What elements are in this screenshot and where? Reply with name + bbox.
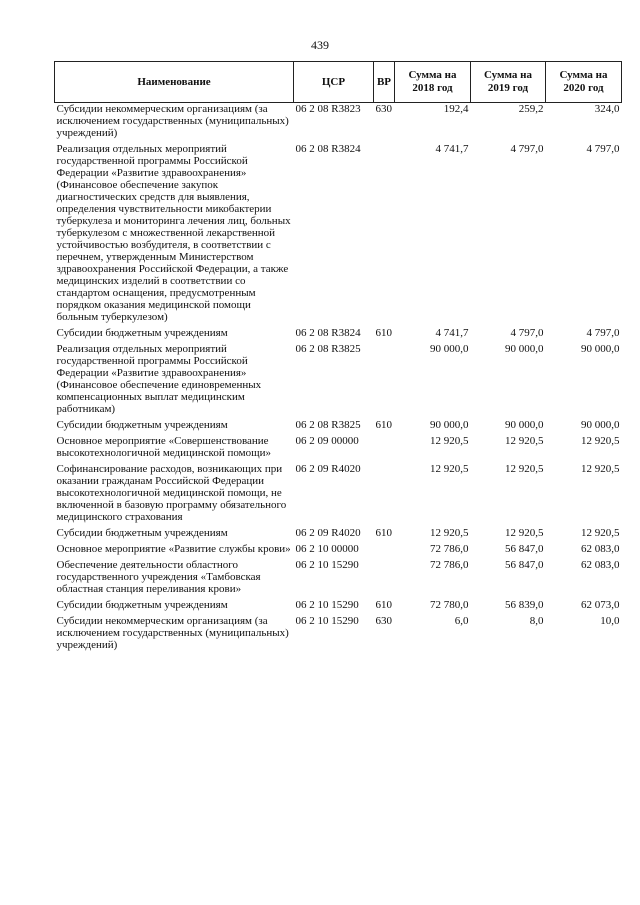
row-vr-code [374,463,395,527]
header-csr: ЦСР [294,62,374,103]
table-row [55,143,622,327]
row-sum-2019: 90 000,0 [505,419,544,431]
row-sum-2020: 4 797,0 [586,143,620,155]
row-sum-2018: 90 000,0 [430,343,469,355]
row-vr-code [374,343,395,419]
row-name: Софинансирование расходов, возникающих при оказании гражданам Российской Федерации высокотехнологичной медицинской помощи, не включенной в базовую программу обязательного медицинского страхования [56,463,287,523]
row-sum-2018: 4 741,7 [435,143,469,155]
header-vr: ВР [374,62,395,103]
table-row [55,327,622,343]
row-vr-code: 630 [375,615,392,627]
row-csr-code: 06 2 09 R4020 [295,527,361,539]
row-sum-2019: 4 797,0 [510,143,544,155]
row-sum-2019: 12 920,5 [505,527,544,539]
header-sum-2018: Сумма на 2018 год [395,62,471,103]
row-vr-code [374,543,395,559]
table-row [55,559,622,599]
row-name: Реализация отдельных мероприятий государственной программы Российской Федерации «Развитие здравоохранения» (Финансовое обеспечение закупок диагностических средств для выявления, определения чувствительности микобактерии туберкулеза и мониторинга лечения лиц, больных туберкулезом с множественной лекарственной устойчивостью возбудителя, в соответствии с перечнем, утвержденным Министерством здравоохранения Российской Федерации, а также медицинских изделий в соответствии со стандартом оснащения, предусмотренным порядком оказания медицинской помощи больным туберкулезом) [56,143,291,323]
row-name: Основное мероприятие «Развитие службы крови» [56,543,291,555]
table-row [55,599,622,615]
row-name: Субсидии бюджетным учреждениям [56,419,228,431]
row-sum-2020: 12 920,5 [581,463,620,475]
row-csr-code: 06 2 08 R3824 [295,143,361,155]
row-sum-2018: 90 000,0 [430,419,469,431]
row-csr-code: 06 2 10 15290 [295,559,359,571]
row-csr-code: 06 2 08 R3825 [295,419,361,431]
row-sum-2019: 4 797,0 [510,327,544,339]
row-name: Субсидии некоммерческим организациям (за исключением государственных (муниципальных) учреждений) [56,103,289,139]
row-csr-code: 06 2 08 R3823 [295,103,361,115]
row-csr-code: 06 2 09 R4020 [295,463,361,475]
row-csr-code: 06 2 10 00000 [295,543,359,555]
row-sum-2018: 72 786,0 [430,559,469,571]
row-vr-code: 630 [375,103,392,115]
table-row [55,463,622,527]
row-sum-2018: 12 920,5 [430,527,469,539]
row-name: Реализация отдельных мероприятий государственной программы Российской Федерации «Развитие здравоохранения» (Финансовое обеспечение единовременных компенсационных выплат медицинским работникам) [56,343,262,415]
page-number: 439 [311,38,329,52]
header-sum-2019: Сумма на 2019 год [471,62,546,103]
row-sum-2020: 90 000,0 [581,419,620,431]
row-csr-code: 06 2 10 15290 [295,599,359,611]
row-csr-code: 06 2 10 15290 [295,615,359,627]
row-sum-2018: 192,4 [443,103,469,115]
table-row [55,543,622,559]
table-row [55,527,622,543]
row-vr-code [374,143,395,327]
row-sum-2019: 56 847,0 [505,543,544,555]
row-name: Субсидии бюджетным учреждениям [56,327,228,339]
row-sum-2018: 72 780,0 [430,599,469,611]
row-sum-2019: 90 000,0 [505,343,544,355]
row-sum-2018: 6,0 [454,615,469,627]
row-sum-2020: 12 920,5 [581,527,620,539]
row-csr-code: 06 2 09 00000 [295,435,359,447]
row-vr-code: 610 [375,599,392,611]
row-vr-code: 610 [375,419,392,431]
row-sum-2019: 56 839,0 [505,599,544,611]
row-csr-code: 06 2 08 R3825 [295,343,361,355]
row-sum-2018: 12 920,5 [430,435,469,447]
row-sum-2019: 259,2 [518,103,544,115]
row-name: Субсидии бюджетным учреждениям [56,599,228,611]
row-name: Основное мероприятие «Совершенствование высокотехнологичной медицинской помощи» [56,435,271,459]
table-row [55,419,622,435]
row-sum-2020: 62 083,0 [581,559,620,571]
row-sum-2018: 12 920,5 [430,463,469,475]
row-sum-2020: 324,0 [594,103,620,115]
row-sum-2018: 4 741,7 [435,327,469,339]
table-body [55,103,622,656]
budget-table [54,61,622,655]
row-sum-2020: 10,0 [600,615,620,627]
row-name: Обеспечение деятельности областного государственного учреждения «Тамбовская областная станция переливания крови» [56,559,261,595]
row-vr-code: 610 [375,327,392,339]
row-sum-2018: 72 786,0 [430,543,469,555]
row-sum-2020: 12 920,5 [581,435,620,447]
row-vr-code [374,559,395,599]
header-name: Наименование [55,62,294,103]
row-sum-2019: 56 847,0 [505,559,544,571]
row-sum-2020: 4 797,0 [586,327,620,339]
row-name: Субсидии бюджетным учреждениям [56,527,228,539]
row-sum-2020: 62 083,0 [581,543,620,555]
row-sum-2019: 12 920,5 [505,463,544,475]
table-row [55,615,622,655]
row-vr-code [374,435,395,463]
row-sum-2020: 90 000,0 [581,343,620,355]
header-sum-2020: Сумма на 2020 год [546,62,622,103]
table-row [55,435,622,463]
row-name: Субсидии некоммерческим организациям (за исключением государственных (муниципальных) учреждений) [56,615,289,651]
row-sum-2019: 12 920,5 [505,435,544,447]
row-sum-2020: 62 073,0 [581,599,620,611]
table-row [55,103,622,144]
table-header [55,62,622,103]
row-csr-code: 06 2 08 R3824 [295,327,361,339]
table-row [55,343,622,419]
row-vr-code: 610 [375,527,392,539]
row-sum-2019: 8,0 [529,615,544,627]
